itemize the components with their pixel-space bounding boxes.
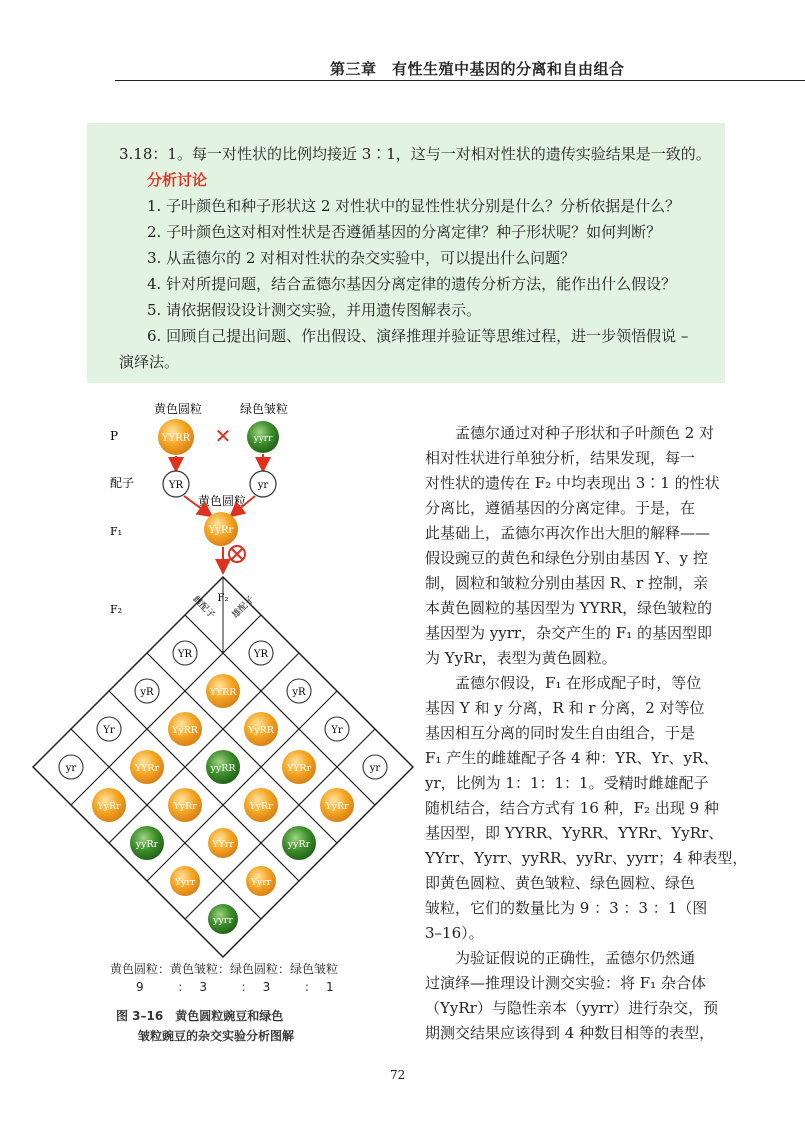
ratio-value-2: 3 (199, 980, 207, 994)
body-line-14: yr，比例为 1：1：1：1。受精时雌雄配子 (425, 774, 709, 792)
f1-genotype: YyRr (208, 525, 234, 536)
gamete-yr-upper-label: YR (168, 480, 184, 491)
row-label-p: P (110, 429, 119, 443)
body-line-3: 分离比，遵循基因的分离定律。于是，在 (425, 499, 696, 517)
cross-diagram-figure (65, 395, 420, 1050)
body-line-19: 皱粒，它们的数量比为 9 ：3 ：3 ：1（图 (425, 899, 708, 917)
seed-cell-genotype: yyrr (213, 915, 233, 926)
seed-cell-genotype: YyRr (97, 801, 121, 812)
seed-cell-genotype: YYRr (286, 763, 312, 774)
body-line-15: 随机结合，结合方式有 16 种，F₂ 出现 9 种 (425, 799, 719, 817)
seed-cell-genotype: YyRr (249, 801, 273, 812)
box-line-2: 1. 子叶颜色和种子形状这 2 对性状中的显性性状分别是什么？分析依据是什么？ (147, 197, 681, 215)
female-gamete-label: Yr (103, 725, 115, 736)
corner-male: 雄配子 (230, 594, 257, 621)
seed-cell-genotype: YyRR (172, 725, 198, 736)
ratio-sep-2: ： (240, 980, 253, 994)
box-line-5: 4. 针对所提问题，结合孟德尔基因分离定律的遗传分析方法，能作出什么假设？ (147, 275, 677, 293)
body-line-22: 过演绎—推理设计测交实验：将 F₁ 杂合体 (425, 974, 706, 992)
body-line-11: 基因 Y 和 y 分离，R 和 r 分离，2 对等位 (425, 699, 705, 717)
cross-icon: ✕ (214, 424, 232, 448)
punnett-diagram (65, 395, 420, 955)
discussion-heading: 分析讨论 (147, 171, 208, 189)
seed-cell-genotype: YyRr (325, 801, 349, 812)
seed-cell-genotype: YYRr (134, 763, 160, 774)
header-rule (115, 80, 805, 81)
body-line-17: YYrr、Yyrr、yyRR、yyRr、yyrr；4 种表型， (425, 849, 748, 867)
female-gamete-label: yr (65, 763, 77, 774)
seed-cell-genotype: YyRR (248, 725, 274, 736)
body-line-0: 孟德尔通过对种子形状和子叶颜色 2 对 (425, 424, 715, 442)
body-line-8: 基因型为 yyrr，杂交产生的 F₁ 的基因型即 (425, 624, 713, 642)
body-line-16: 基因型，即 YYRR、YyRR、YYRr、YyRr、 (425, 824, 724, 842)
ratio-values (136, 978, 334, 995)
body-line-7: 本黄色圆粒的基因型为 YYRR，绿色皱粒的 (425, 599, 713, 617)
ratio-value-3: 3 (262, 980, 271, 994)
corner-female: 雌配子 (190, 594, 217, 621)
seed-cell-genotype: YYrr (212, 839, 234, 850)
row-label-gamete: 配子 (110, 476, 135, 490)
label-yellow-round: 黄色圆粒 (154, 402, 203, 416)
box-line-6: 5. 请依据假设设计测交实验，并用遗传图解表示。 (147, 301, 482, 319)
seed-cell-genotype: YyRr (173, 801, 197, 812)
box-line-0: 3.18：1。每一对性状的比例均接近 3∶1，这与一对相对性状的遗传实验结果是一致的。 (119, 145, 711, 163)
seed-cell-genotype: Yyrr (250, 877, 272, 888)
figure-caption-line1: 图 3–16 黄色圆粒豌豆和绿色 (116, 1009, 284, 1023)
ratio-value-1: 9 (136, 980, 144, 994)
page-number: 72 (390, 1068, 406, 1082)
label-green-wrinkled: 绿色皱粒 (240, 402, 289, 416)
ratio-sep-3: ： (304, 980, 317, 994)
male-gamete-label: yr (369, 763, 381, 774)
body-line-6: 制，圆粒和皱粒分别由基因 R、r 控制，亲 (425, 574, 709, 592)
row-label-f1: F₁ (110, 525, 123, 538)
body-line-20: 3–16）。 (425, 924, 484, 942)
body-line-21: 为验证假说的正确性，孟德尔仍然通 (425, 949, 696, 967)
body-line-18: 即黄色圆粒、黄色皱粒、绿色圆粒、绿色 (425, 874, 696, 892)
row-label-f2: F₂ (110, 603, 123, 616)
female-gamete-label: YR (177, 649, 193, 660)
ratio-value-4: 1 (325, 980, 334, 994)
parent-yellow-genotype: YYRR (161, 433, 191, 444)
seed-cell-genotype: YYRR (209, 687, 237, 698)
seed-cell-genotype: yyRr (135, 839, 159, 850)
body-line-13: F₁ 产生的雌雄配子各 4 种：YR、Yr、yR、 (425, 749, 719, 767)
discussion-box (87, 123, 725, 383)
f1-phenotype-label: 黄色圆粒 (198, 494, 247, 508)
female-gamete-label: yR (140, 687, 154, 698)
ratio-labels: 黄色圆粒：黄色皱粒：绿色圆粒：绿色皱粒 (110, 962, 339, 976)
male-gamete-label: Yr (331, 725, 343, 736)
box-line-7: 6. 回顾自己提出问题、作出假设、演绎推理并验证等思维过程，进一步领悟假说 – (147, 327, 689, 345)
body-line-4: 此基础上，孟德尔再次作出大胆的解释—— (425, 524, 711, 542)
box-line-3: 2. 子叶颜色这对相对性状是否遵循基因的分离定律？种子形状呢？如何判断？ (147, 223, 662, 241)
male-gamete-label: YR (253, 649, 269, 660)
body-line-9: 为 YyRr，表型为黄色圆粒。 (425, 649, 617, 667)
gamete-yr-lower-label: yr (257, 480, 269, 491)
seed-cell-genotype: yyRR (210, 763, 236, 774)
body-line-2: 对性状的遗传在 F₂ 中均表现出 3∶1 的性状 (425, 474, 720, 492)
body-line-1: 相对性状进行单独分析，结果发现，每一 (425, 449, 696, 467)
parent-green-genotype: yyrr (253, 434, 273, 444)
body-line-10: 孟德尔假设，F₁ 在形成配子时，等位 (425, 674, 702, 692)
chapter-title: 第三章 有性生殖中基因的分离和自由组合 (330, 60, 625, 78)
box-line-8: 演绎法。 (119, 353, 180, 371)
body-line-12: 基因相互分离的同时发生自由组合，于是 (425, 724, 696, 742)
body-line-23: （YyRr）与隐性亲本（yyrr）进行杂交，预 (425, 999, 719, 1017)
body-line-24: 期测交结果应该得到 4 种数目相等的表型， (425, 1024, 715, 1042)
page-header (0, 0, 800, 80)
body-line-5: 假设豌豆的黄色和绿色分别由基因 Y、y 控 (425, 549, 708, 567)
ratio-sep-1: ： (177, 980, 190, 994)
box-line-4: 3. 从孟德尔的 2 对相对性状的杂交实验中，可以提出什么问题？ (147, 249, 576, 267)
male-gamete-label: yR (292, 687, 306, 698)
seed-cell-genotype: Yyrr (174, 877, 196, 888)
seed-cell-genotype: yyRr (287, 839, 311, 850)
corner-f2: F₂ (217, 593, 229, 604)
figure-caption-line2: 皱粒豌豆的杂交实验分析图解 (138, 1029, 295, 1043)
